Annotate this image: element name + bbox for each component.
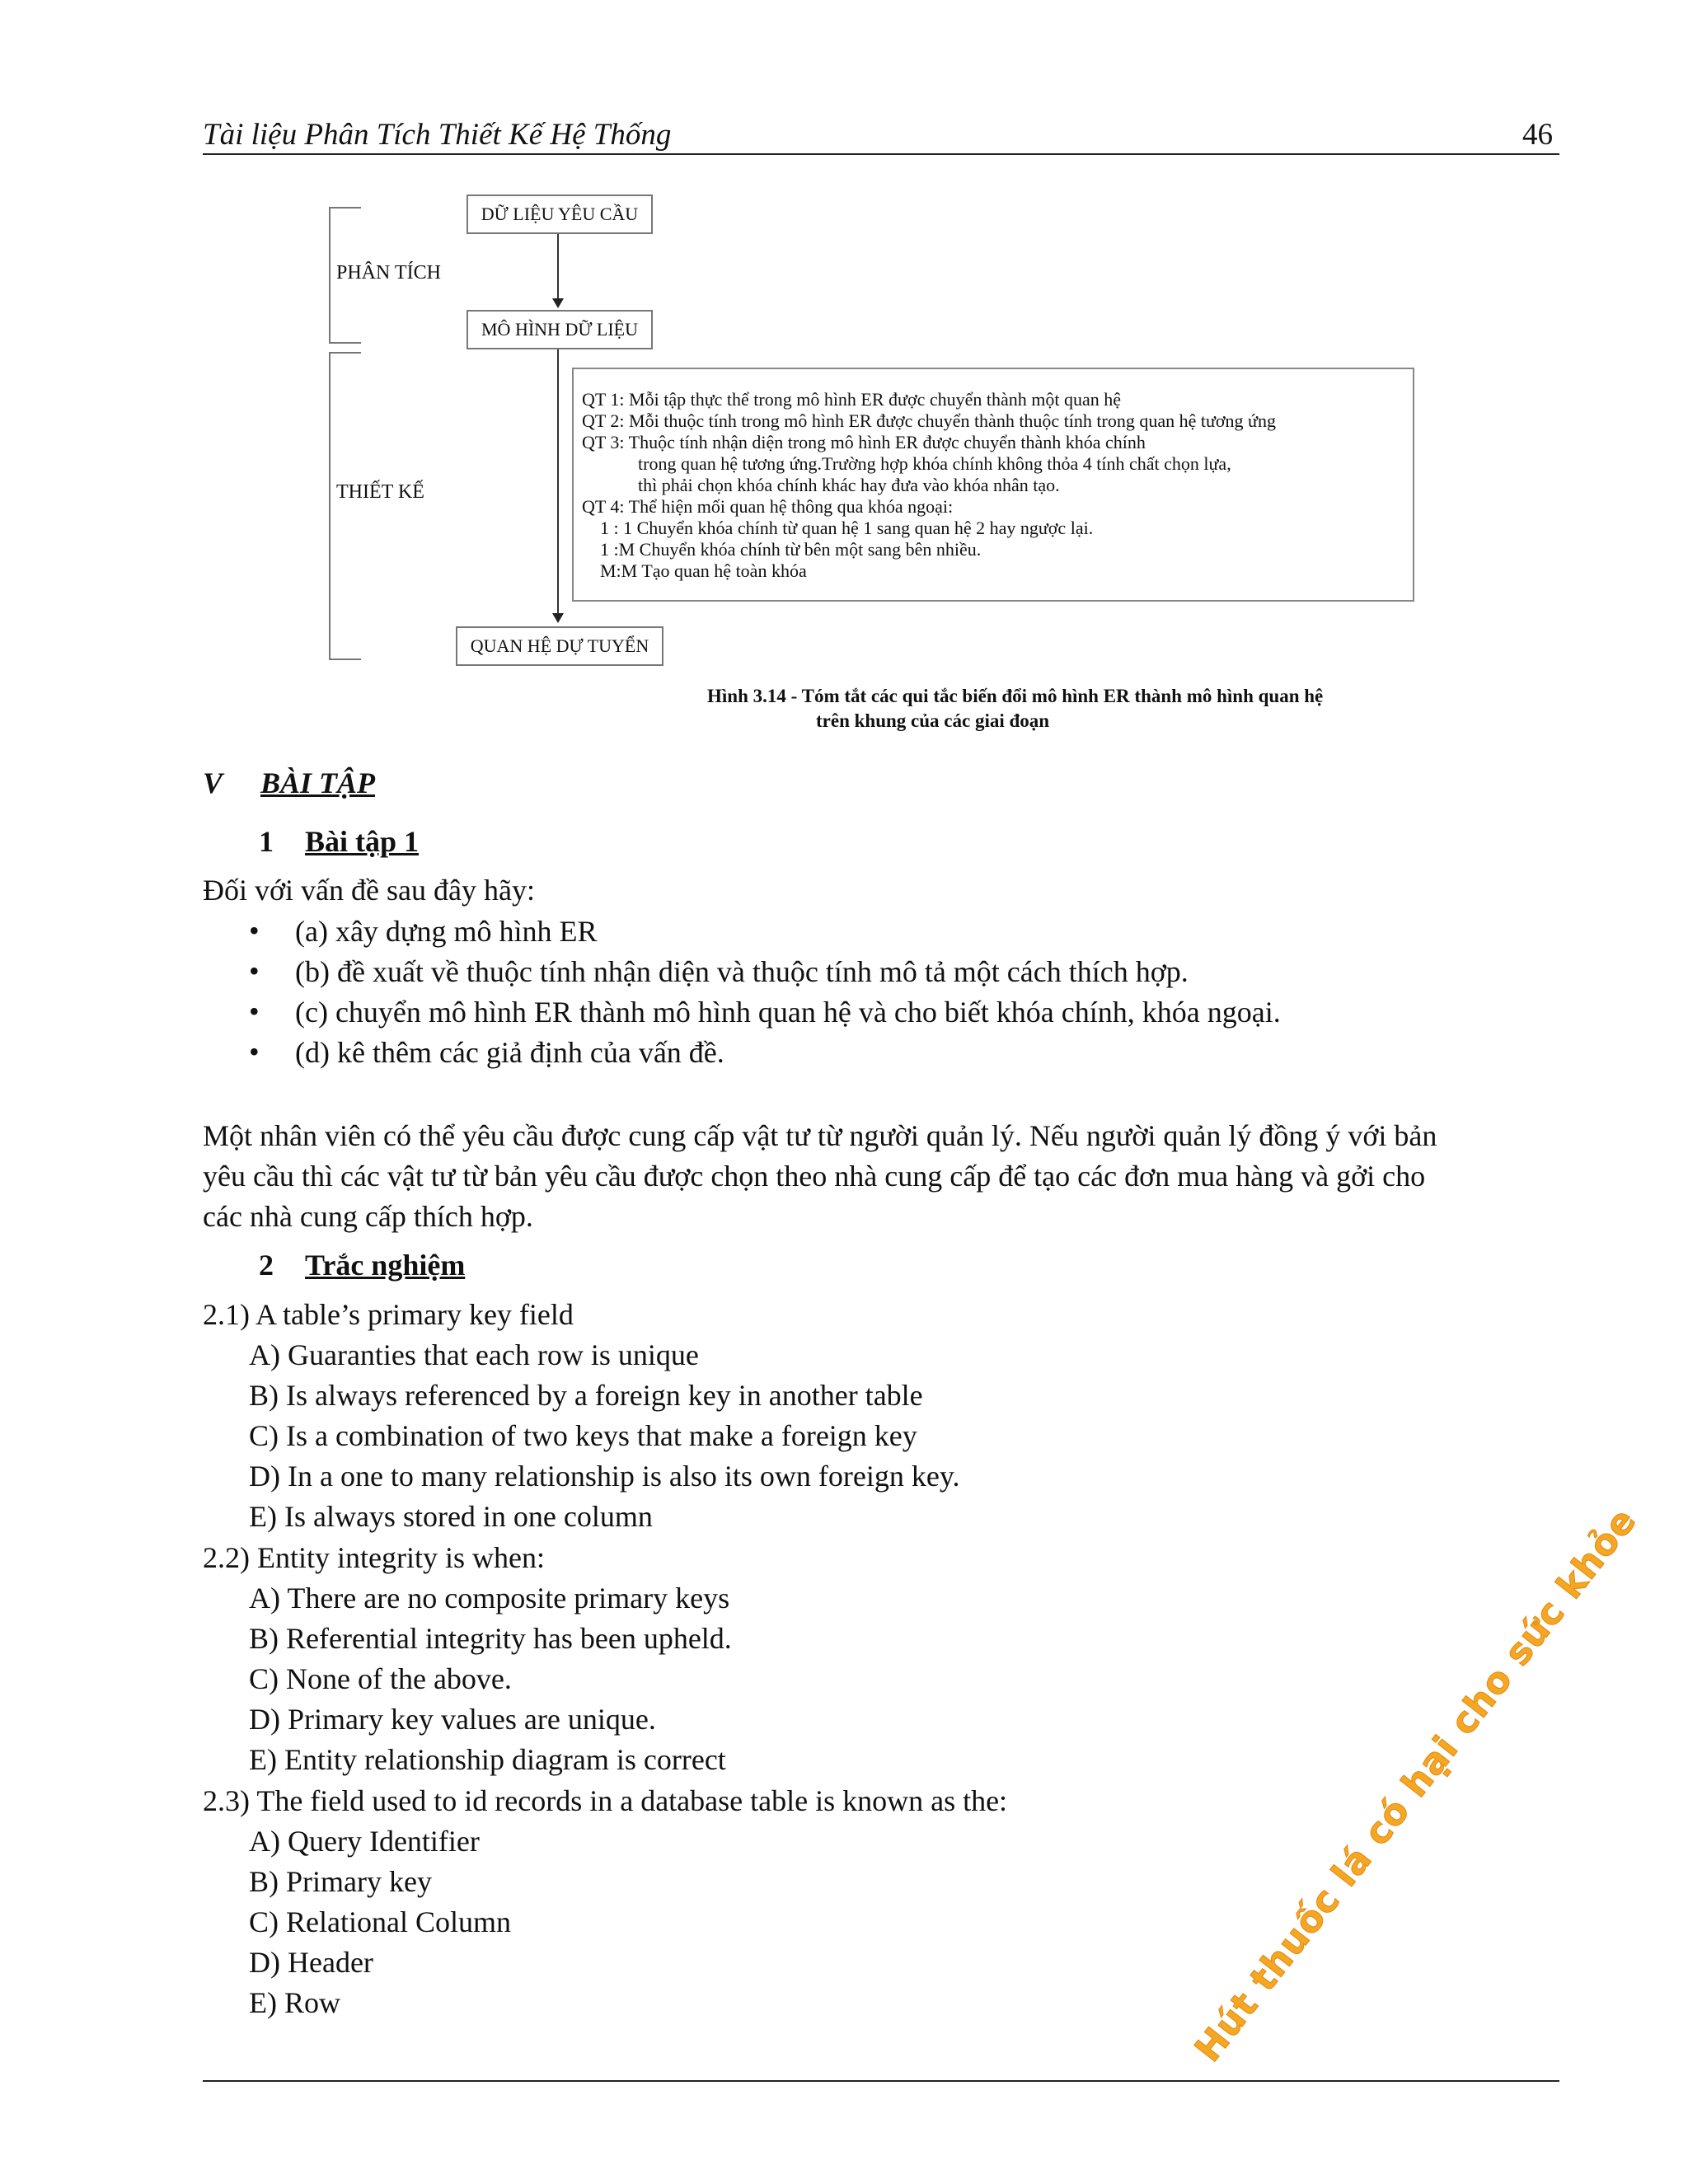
exercise1-bullet: (c) chuyển mô hình ER thành mô hình quan hệ và cho biết khóa chính, khóa ngoại.: [295, 996, 1281, 1029]
rule-line: 1 : 1 Chuyển khóa chính từ quan hệ 1 sang quan hệ 2 hay ngược lại.: [600, 518, 1094, 538]
exercise1-paragraph: Một nhân viên có thể yêu cầu được cung cấp vật tư từ người quản lý. Nếu người quản lý đồng ý với bản: [203, 1119, 1437, 1152]
section-title: BÀI TẬP: [260, 766, 376, 799]
quiz-title: Trắc nghiệm: [305, 1249, 466, 1282]
page-number: 46: [1522, 118, 1553, 152]
document-title: Tài liệu Phân Tích Thiết Kế Hệ Thống: [203, 118, 672, 152]
er-transformation-diagram: [0, 0, 1688, 742]
quiz-option: D) In a one to many relationship is also its own foreign key.: [249, 1460, 960, 1493]
figure-caption-line1: Hình 3.14 - Tóm tắt các qui tắc biến đổi mô hình ER thành mô hình quan hệ: [707, 686, 1324, 706]
quiz-option: D) Header: [249, 1946, 373, 1979]
exercise1-bullet: (a) xây dựng mô hình ER: [295, 915, 598, 948]
design-bracket: [330, 353, 361, 659]
rule-line: trong quan hệ tương ứng.Trường hợp khóa chính không thỏa 4 tính chất chọn lựa,: [638, 453, 1231, 474]
exercise1-number: 1: [259, 825, 274, 858]
phase-analysis-label: PHÂN TÍCH: [336, 262, 441, 284]
rule-line: thì phải chọn khóa chính khác hay đưa vào khóa nhân tạo.: [638, 475, 1060, 495]
box-candidate-relations: QUAN HỆ DỰ TUYỂN: [456, 626, 663, 666]
bullet-marker: •: [249, 914, 260, 947]
quiz-option: A) Query Identifier: [249, 1825, 480, 1858]
quiz-option: C) Relational Column: [249, 1905, 511, 1938]
bullet-marker: •: [249, 1035, 260, 1068]
quiz-option: A) There are no composite primary keys: [249, 1582, 730, 1615]
footer-divider: [203, 2080, 1559, 2082]
bullet-marker: •: [249, 995, 260, 1028]
quiz-option: B) Is always referenced by a foreign key in another table: [249, 1379, 923, 1412]
figure-caption-line2: trên khung của các giai đoạn: [816, 710, 1050, 731]
rule-line: 1 :M Chuyển khóa chính từ bên một sang bên nhiều.: [600, 539, 982, 560]
exercise1-paragraph: các nhà cung cấp thích hợp.: [203, 1200, 533, 1233]
exercise1-bullet: (b) đề xuất về thuộc tính nhận diện và thuộc tính mô tả một cách thích hợp.: [295, 955, 1189, 988]
quiz-question: 2.2) Entity integrity is when:: [203, 1541, 545, 1574]
quiz-number: 2: [259, 1249, 274, 1282]
box-data-model: MÔ HÌNH DỮ LIỆU: [467, 310, 653, 349]
exercise1-paragraph: yêu cầu thì các vật tư từ bản yêu cầu được chọn theo nhà cung cấp để tạo các đơn mua hàng và gởi cho: [203, 1160, 1426, 1193]
rule-line: QT 3: Thuộc tính nhận diện trong mô hình ER được chuyển thành khóa chính: [582, 432, 1146, 452]
quiz-question: 2.1) A table’s primary key field: [203, 1298, 574, 1331]
transformation-rules-box: [572, 368, 1414, 602]
exercise1-title: Bài tập 1: [305, 825, 420, 858]
exercise1-bullet: (d) kê thêm các giả định của vấn đề.: [295, 1036, 724, 1069]
bullet-marker: •: [249, 954, 260, 987]
quiz-option: A) Guaranties that each row is unique: [249, 1338, 699, 1371]
rule-line: QT 1: Mỗi tập thực thể trong mô hình ER được chuyển thành một quan hệ: [582, 389, 1122, 410]
quiz-option: D) Primary key values are unique.: [249, 1703, 656, 1736]
arrow-head-2: [552, 613, 564, 623]
quiz-option: B) Referential integrity has been upheld.: [249, 1622, 732, 1655]
quiz-option: E) Entity relationship diagram is correct: [249, 1743, 726, 1776]
quiz-option: C) Is a combination of two keys that make a foreign key: [249, 1419, 917, 1452]
quiz-option: B) Primary key: [249, 1865, 432, 1898]
phase-design-label: THIẾT KẾ: [336, 481, 424, 503]
arrow-head-1: [552, 298, 564, 308]
quiz-option: E) Is always stored in one column: [249, 1500, 653, 1533]
rule-line: QT 2: Mỗi thuộc tính trong mô hình ER được chuyển thành thuộc tính trong quan hệ tương ứng: [582, 410, 1276, 431]
exercise1-intro: Đối với vấn đề sau đây hãy:: [203, 874, 535, 907]
quiz-question: 2.3) The field used to id records in a database table is known as the:: [203, 1784, 1008, 1817]
box-requirements: DỮ LIỆU YÊU CẦU: [467, 194, 653, 234]
rule-line: M:M Tạo quan hệ toàn khóa: [600, 560, 807, 581]
quiz-option: E) Row: [249, 1986, 340, 2019]
quiz-option: C) None of the above.: [249, 1662, 512, 1695]
rule-line: QT 4: Thể hiện mối quan hệ thông qua khóa ngoại:: [582, 496, 954, 517]
health-warning-watermark: Hút thuốc lá có hại cho sức khỏe: [1187, 1500, 1645, 2070]
section-number: V: [203, 766, 223, 799]
